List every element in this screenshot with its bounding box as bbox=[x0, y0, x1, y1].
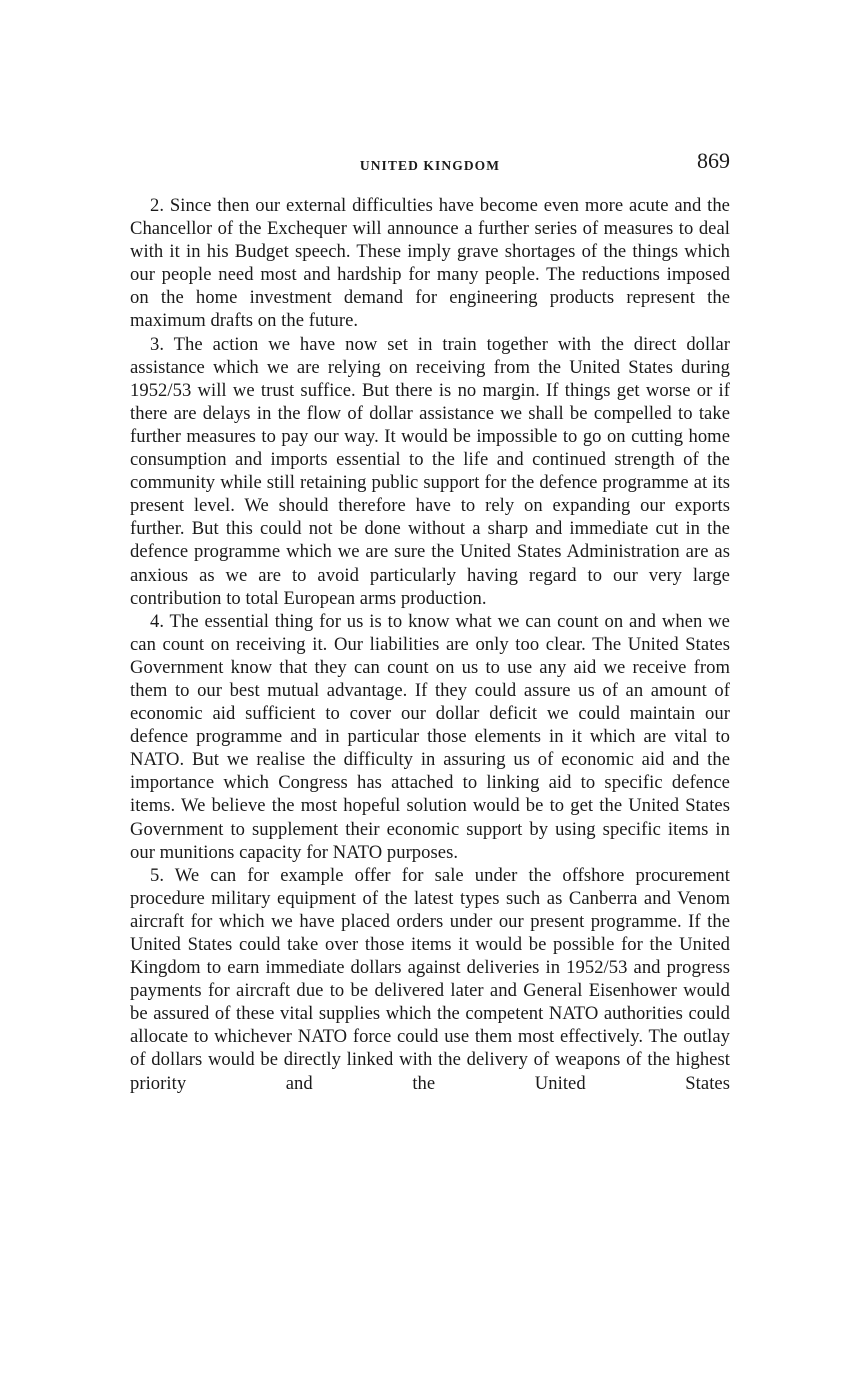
paragraph-2: 2. Since then our external difficulties have become even more acute and the Chancellor of the Exchequer will announce a further series of measures to deal with it in his Budget speech. These imply grave shortages of the things which our people need most and hardship for many people. The reductions imposed on the home investment demand for engineering products represent the maximum drafts on the future. bbox=[130, 195, 730, 332]
paragraph-4: 4. The essential thing for us is to know what we can count on and when we can count on receiving it. Our liabilities are only too clear. The United States Government know that they can count on us to use any aid we receive from them to our best mutual advantage. If they could assure us of an amount of economic aid sufficient to cover our dollar deficit we could maintain our defence programme and in particular those elements in it which are vital to NATO. But we realise the difficulty in assuring us of economic aid and the importance which Congress has attached to linking aid to specific defence items. We believe the most hopeful solution would be to get the United States Government to supplement their economic support by using specific items in our munitions capacity for NATO purposes. bbox=[130, 610, 730, 863]
document-page bbox=[130, 148, 730, 1095]
running-head bbox=[130, 148, 730, 188]
running-title: UNITED KINGDOM bbox=[359, 158, 501, 173]
paragraph-5: 5. We can for example offer for sale under the offshore procurement procedure military equipment of the latest types such as Canberra and Venom aircraft for which we have placed orders under our present programme. If the United States could take over those items it would be possible for the United Kingdom to earn immediate dollars against deliveries in 1952/53 and progress payments for aircraft due to be delivered later and General Eisenhower would be assured of these vital supplies which the competent NATO authorities could allocate to whichever NATO force could use them most effectively. The outlay of dollars would be directly linked with the delivery of weapons of the highest priority and the United States bbox=[130, 864, 730, 1094]
paragraph-3: 3. The action we have now set in train together with the direct dollar assistance which we are relying on receiving from the United States during 1952/53 will we trust suffice. But there is no margin. If things get worse or if there are delays in the flow of dollar assistance we shall be compelled to take further measures to pay our way. It would be impossible to go on cutting home consumption and imports essential to the life and continued strength of the community while still retaining public support for the defence programme at its present level. We should therefore have to rely on expanding our exports further. But this could not be done without a sharp and immediate cut in the defence programme which we are sure the United States Administration are as anxious as we are to avoid particularly having regard to our very large contribution to total European arms production. bbox=[130, 333, 730, 609]
page-number: 869 bbox=[697, 148, 730, 173]
